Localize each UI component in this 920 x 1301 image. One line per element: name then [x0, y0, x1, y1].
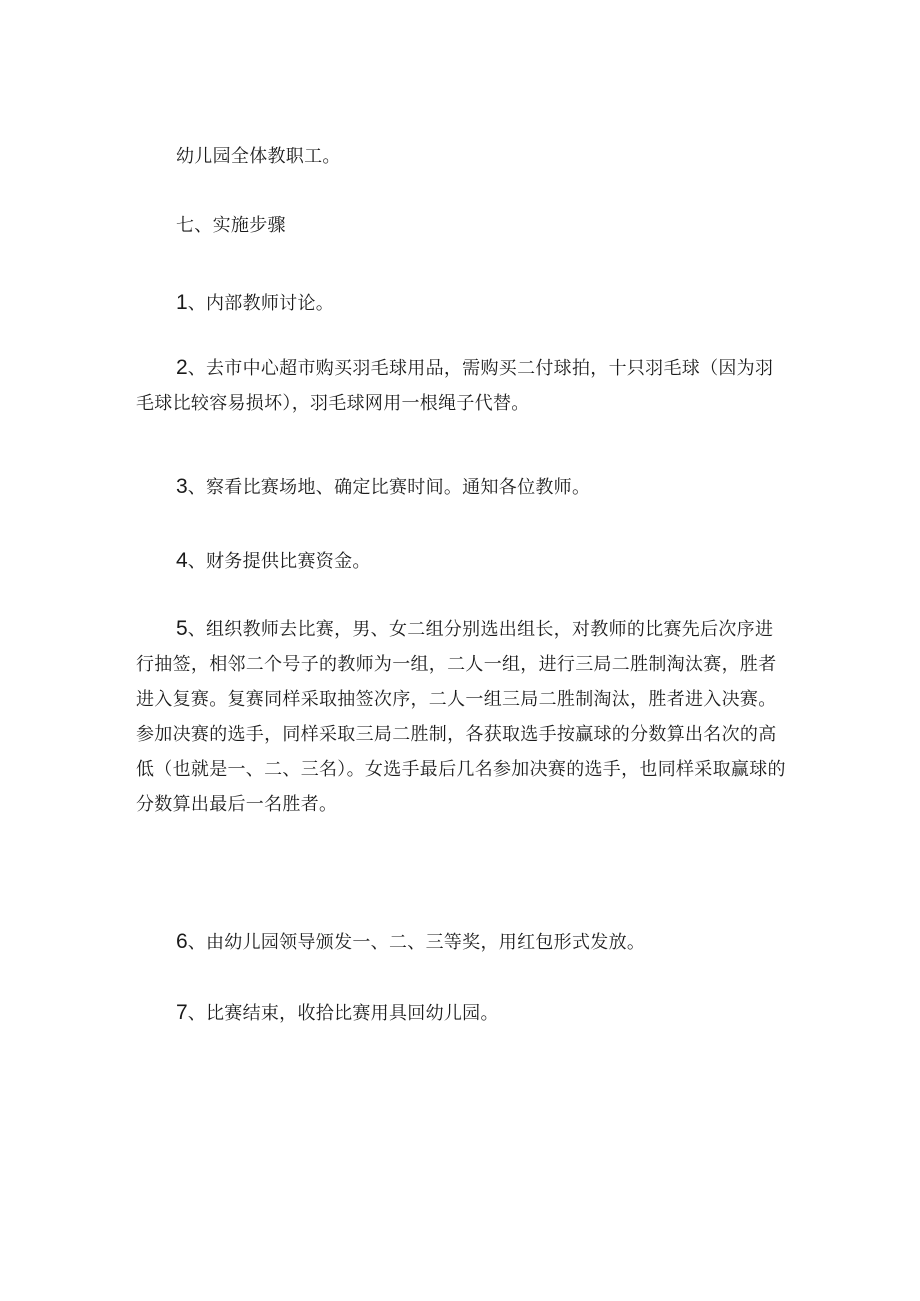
- step-number: 3: [176, 475, 188, 498]
- step-number: 1: [176, 291, 188, 314]
- step-7: [176, 995, 826, 1031]
- step-6: [176, 924, 826, 960]
- step-number: 2: [176, 356, 188, 379]
- step-text: 、财务提供比赛资金。: [187, 551, 371, 572]
- step-number: 4: [176, 549, 188, 572]
- step-text: 、察看比赛场地、确定比赛时间。通知各位教师。: [187, 477, 591, 498]
- step-text: 、组织教师去比赛，男、女二组分别选出组长，对教师的比赛先后次序进行抽签，相邻二个号子的教师为一组，二人一组，进行三局二胜制淘汰赛，胜者进入复赛。复赛同样采取抽签次序，二人一组三局二胜制淘汰，胜者进入决赛。参加决赛的选手，同样采取三局二胜制，各获取选手按赢球的分数算出名次的高低（也就是一、二、三名）。女选手最后几名参加决赛的选手，也同样采取赢球的分数算出最后一名胜者。: [136, 619, 786, 815]
- step-text: 、比赛结束，收拾比赛用具回幼儿园。: [187, 1003, 499, 1024]
- section-heading: 七、实施步骤: [176, 215, 286, 236]
- step-text: 、由幼儿园领导颁发一、二、三等奖，用红包形式发放。: [187, 932, 646, 953]
- step-text: 、去市中心超市购买羽毛球用品，需购买二付球拍，十只羽毛球（因为羽毛球比较容易损坏），羽毛球网用一根绳子代替。: [136, 358, 774, 414]
- step-number: 6: [176, 930, 188, 953]
- intro-line: 幼儿园全体教职工。: [176, 146, 341, 167]
- step-1: [176, 285, 826, 321]
- step-text: 、内部教师讨论。: [187, 293, 335, 314]
- step-number: 7: [176, 1001, 188, 1024]
- step-2: [136, 350, 786, 421]
- step-3: [176, 469, 826, 505]
- step-5: [136, 611, 786, 822]
- step-number: 5: [176, 617, 188, 640]
- step-4: [176, 543, 826, 579]
